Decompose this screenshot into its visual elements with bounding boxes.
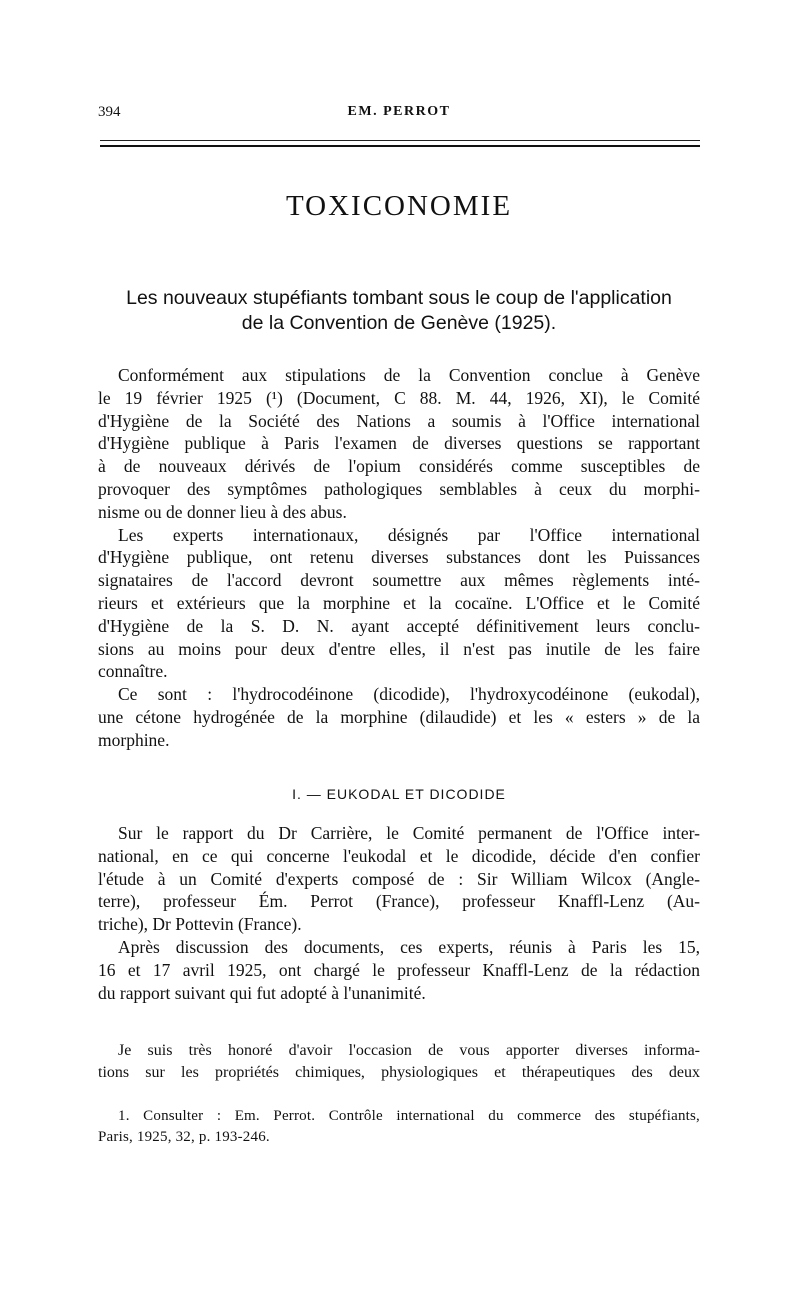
text-line: nisme ou de donner lieu à des abus. — [98, 501, 347, 522]
footnote-line: 1. Consulter : Em. Perrot. Contrôle international du commerce des stupéfiants, — [118, 1108, 700, 1124]
article-subtitle — [98, 286, 700, 336]
text-line: l'étude à un Comité d'experts composé de : Sir William Wilcox (Angle- — [98, 868, 700, 889]
footnote — [98, 1106, 700, 1148]
running-head: EM. PERROT — [347, 104, 451, 119]
text-line: Conformément aux stipulations de la Convention conclue à Genève — [118, 365, 700, 385]
text-line: tions sur les propriétés chimiques, physiologiques et thérapeutiques des deux — [98, 1064, 700, 1081]
text-line: une cétone hydrogénée de la morphine (dilaudide) et les « esters » de la — [98, 706, 700, 727]
page-number: 394 — [98, 104, 121, 120]
text-line: à de nouveaux dérivés de l'opium considérés comme susceptibles de — [98, 456, 700, 477]
text-line: d'Hygiène publique, ont retenu diverses substances dont les Puissances — [98, 547, 700, 568]
article-title: TOXICONOMIE — [285, 190, 513, 222]
text-line: sions au moins pour deux d'entre elles, il n'est pas inutile de les faire — [98, 638, 700, 659]
subtitle-line-2: de la Convention de Genève (1925). — [241, 312, 557, 334]
text-line: Je suis très honoré d'avoir l'occasion de vous apporter diverses informa- — [118, 1042, 700, 1059]
page-header — [98, 100, 700, 122]
text-line: d'Hygiène de la S. D. N. ayant accepté définitivement leurs conclu- — [98, 615, 700, 636]
text-line: 16 et 17 avril 1925, ont chargé le professeur Knaffl-Lenz de la rédaction — [98, 959, 700, 980]
text-line: Les experts internationaux, désignés par l'Office international — [118, 524, 700, 545]
text-line: d'Hygiène publique à Paris l'examen de diverses questions se rapportant — [98, 433, 700, 454]
text-line: du rapport suivant qui fut adopté à l'unanimité. — [98, 982, 426, 1003]
text-line: connaître. — [98, 661, 168, 682]
text-line: provoquer des symptômes pathologiques semblables à ceux du morphi- — [98, 478, 700, 499]
subtitle-line-1: Les nouveaux stupéfiants tombant sous le coup de l'application — [126, 287, 672, 309]
text-line: d'Hygiène de la Société des Nations a soumis à l'Office international — [98, 410, 700, 431]
page — [98, 0, 700, 1290]
intro-paragraphs — [98, 364, 700, 752]
section-heading: I. — EUKODAL ET DICODIDE — [292, 786, 506, 802]
text-line: triche), Dr Pottevin (France). — [98, 914, 302, 935]
header-rule-thin — [100, 140, 700, 141]
text-line: Ce sont : l'hydrocodéinone (dicodide), l'hydroxycodéinone (eukodal), — [118, 684, 700, 705]
text-line: Sur le rapport du Dr Carrière, le Comité permanent de l'Office inter- — [118, 823, 700, 843]
footnote-line: Paris, 1925, 32, p. 193-246. — [98, 1129, 270, 1145]
report-text — [98, 1040, 700, 1084]
text-line: rieurs et extérieurs que la morphine et la cocaïne. L'Office et le Comité — [98, 592, 700, 613]
section-paragraphs — [98, 822, 700, 1004]
text-line: le 19 février 1925 (¹) (Document, C 88. M. 44, 1926, XI), le Comité — [98, 387, 700, 408]
text-line: Après discussion des documents, ces experts, réunis à Paris les 15, — [118, 936, 700, 957]
text-line: signataires de l'accord devront soumettre aux mêmes règlements inté- — [98, 570, 700, 591]
text-line: morphine. — [98, 729, 170, 750]
text-line: terre), professeur Ém. Perrot (France), professeur Knaffl-Lenz (Au- — [98, 891, 700, 912]
text-line: national, en ce qui concerne l'eukodal et le dicodide, décide d'en confier — [98, 845, 700, 866]
header-rule-thick — [100, 145, 700, 147]
